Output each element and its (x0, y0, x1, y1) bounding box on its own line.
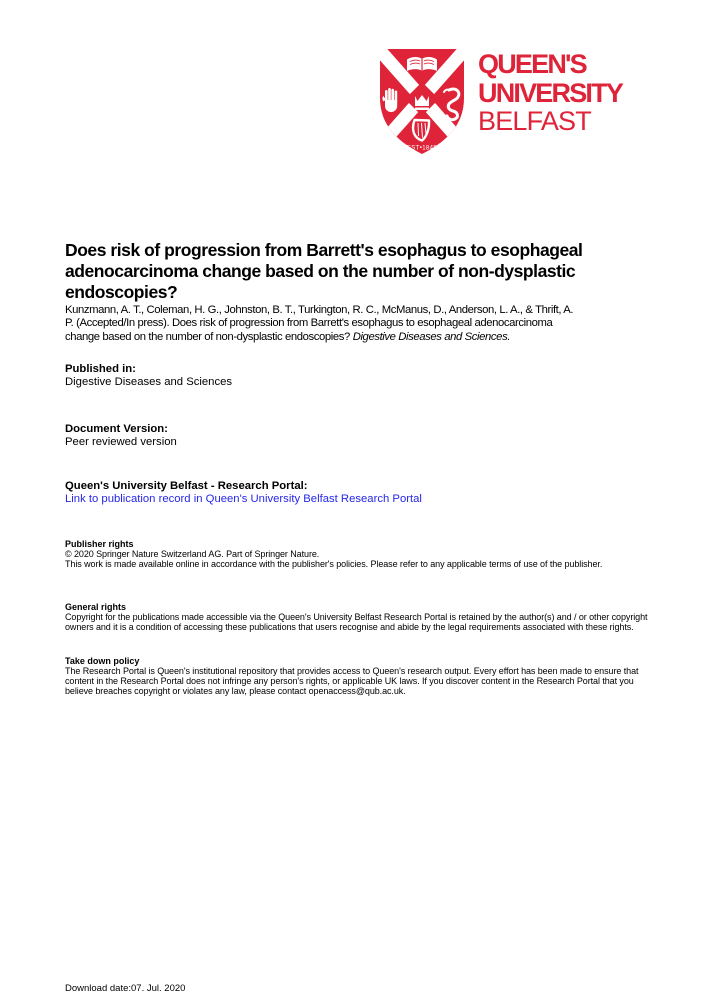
citation (65, 304, 653, 344)
published-in-heading: Published in: (65, 363, 136, 375)
paper-title (65, 240, 653, 303)
section-general-rights (65, 602, 653, 632)
published-in-value: Digestive Diseases and Sciences (65, 375, 233, 388)
wordmark-line-belfast: BELFAST (478, 106, 591, 136)
section-take-down-policy (65, 656, 653, 696)
section-published-in (65, 363, 653, 388)
title-line: endoscopies? (65, 282, 178, 302)
research-portal-heading: Queen's University Belfast - Research Portal: (65, 480, 308, 492)
general-rights-text: Copyright for the publications made accessible via the Queen's University Belfast Research Portal is retained by the author(s) and / or other copyright owners and it is a condition of accessing these publications that users recognise and abide by the legal requirements associated with these rights. (65, 612, 648, 632)
download-date (65, 978, 653, 996)
document-version-value: Peer reviewed version (65, 435, 177, 448)
section-publisher-rights (65, 539, 653, 569)
publication-record-link[interactable]: Link to publication record in Queen's University Belfast Research Portal (65, 492, 422, 505)
citation-line: P. (Accepted/In press). Does risk of progression from Barrett's esophagus to esophageal adenocarcinoma (65, 317, 553, 330)
general-rights-heading: General rights (65, 602, 127, 612)
download-date-text: Download date:07. Jul. 2020 (65, 983, 186, 994)
wordmark-line-university: UNIVERSITY (478, 77, 623, 108)
book-icon (407, 57, 437, 71)
publisher-rights-line: © 2020 Springer Nature Switzerland AG. Part of Springer Nature. (65, 549, 320, 559)
qub-wordmark (478, 50, 622, 158)
take-down-policy-heading: Take down policy (65, 656, 140, 666)
take-down-policy-text: The Research Portal is Queen's institutional repository that provides access to Queen's research output. Every effort has been made to ensure that content in the Research Portal does not infringe any person's rights, or applicable UK laws. If you discover content in the Research Portal that you believe breaches copyright or violates any law, please contact openaccess@qub.ac.uk. (65, 666, 639, 696)
title-line: Does risk of progression from Barrett's esophagus to esophageal (65, 240, 583, 260)
citation-line: Kunzmann, A. T., Coleman, H. G., Johnston, B. T., Turkington, R. C., McManus, D., Anderson, L. A., & Thrift, A. (65, 304, 574, 316)
wordmark-line-queens: QUEEN'S (478, 49, 586, 79)
qub-logo (374, 46, 622, 158)
publisher-rights-heading: Publisher rights (65, 539, 134, 549)
publisher-rights-line: This work is made available online in accordance with the publisher's policies. Please refer to any applicable terms of use of the publisher. (65, 559, 603, 569)
citation-line (65, 331, 653, 344)
citation-journal-name: Digestive Diseases and Sciences. (352, 330, 511, 343)
document-version-heading: Document Version: (65, 423, 168, 435)
section-document-version (65, 423, 653, 448)
title-line: adenocarcinoma change based on the number of non-dysplastic (65, 261, 576, 281)
crest-est-label: EST•1845 (406, 145, 438, 152)
qub-crest-icon (374, 46, 470, 158)
section-research-portal (65, 480, 653, 505)
citation-line-prefix: change based on the number of non-dysplastic endoscopies? (65, 330, 353, 343)
